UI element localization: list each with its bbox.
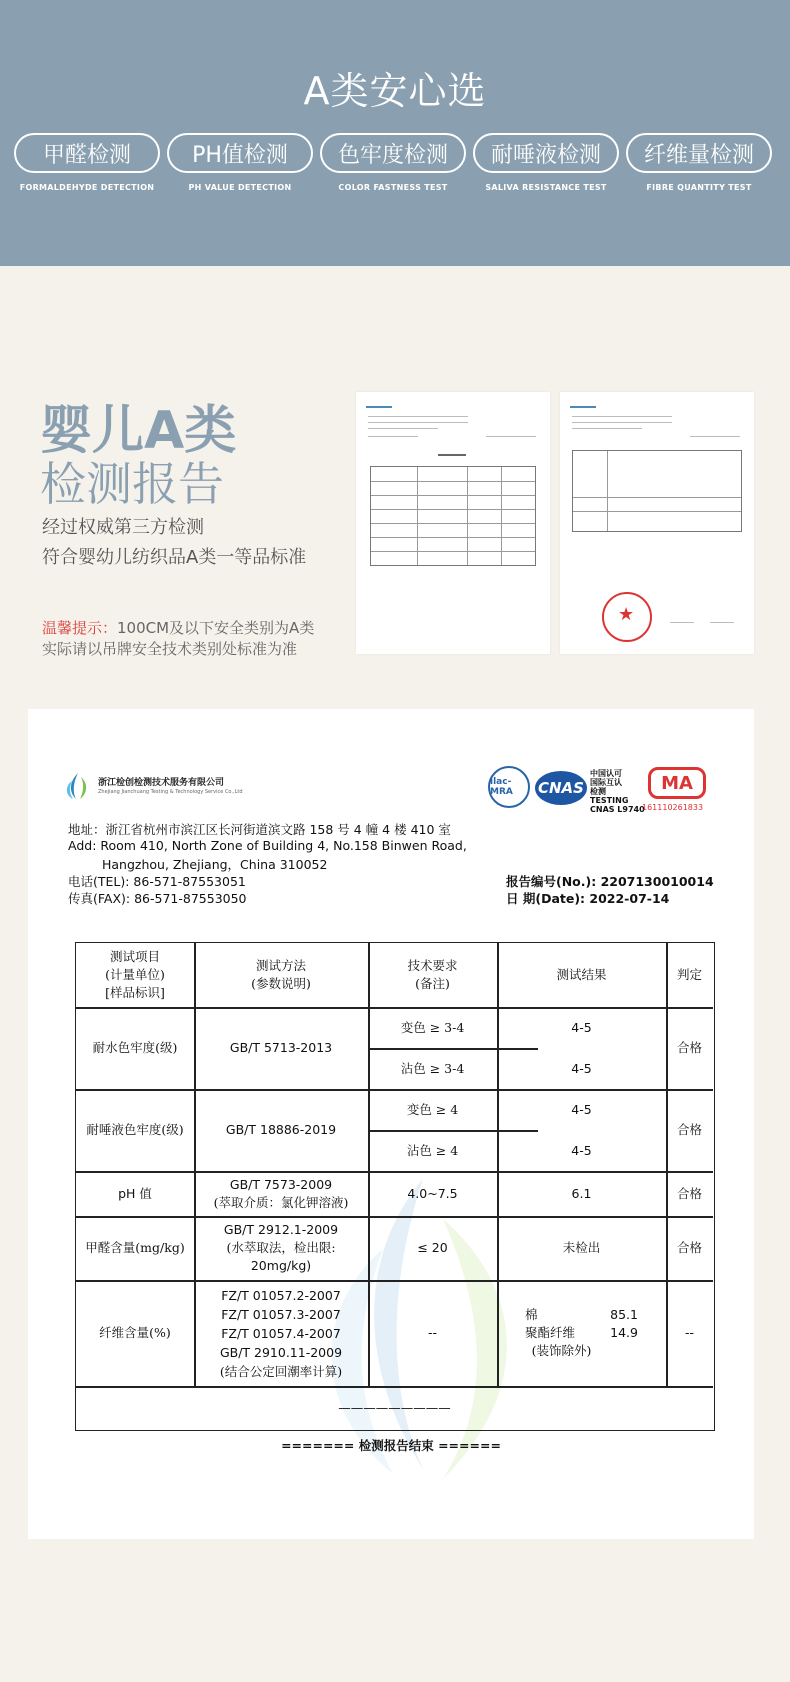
method-line: GB/T 7573-2009 <box>229 1176 333 1192</box>
tel: 电话(TEL): 86-571-87553051 <box>68 874 246 889</box>
pill-label: 纤维量检测 <box>626 133 772 173</box>
method-line: FZ/T 01057.2-2007 <box>221 1287 341 1303</box>
pill-formaldehyde <box>14 133 160 192</box>
intro-desc-1: 经过权威第三方检测 <box>42 517 204 538</box>
pill-label: 色牢度检测 <box>320 133 466 173</box>
row2-method: GB/T 18886-2019 <box>225 1122 337 1137</box>
cnas-line: 检测 <box>590 787 606 796</box>
report-number: 报告编号(No.): 2207130010014 <box>506 874 714 889</box>
row1-result-a: 4-5 <box>571 1019 592 1035</box>
pill-sublabel: SALIVA RESISTANCE TEST <box>485 183 607 192</box>
fibre-row <box>497 1306 666 1324</box>
row2-item: 耐唾液色牢度(级) <box>86 1122 184 1137</box>
cnas-line: 国际互认 <box>590 778 622 787</box>
row1-method: GB/T 5713-2013 <box>229 1040 333 1055</box>
report-thumbnail-1 <box>356 392 550 654</box>
header-text: (参数说明) <box>251 976 311 991</box>
row4-method <box>194 1216 368 1280</box>
pill-saliva <box>473 133 619 192</box>
pill-sublabel: FIBRE QUANTITY TEST <box>646 183 752 192</box>
row1-judgement: 合格 <box>676 1040 702 1055</box>
row1-req-a: 变色 ≥ 3-4 <box>400 1019 465 1035</box>
header-text: (计量单位) <box>105 967 165 982</box>
address-cn: 地址：浙江省杭州市滨江区长河街道滨文路 158 号 4 幢 4 楼 410 室 <box>68 822 451 837</box>
cnas-line: CNAS L9740 <box>590 805 645 814</box>
fax: 传真(FAX): 86-571-87553050 <box>68 891 247 906</box>
pill-fibre <box>626 133 772 192</box>
row5-judgement: -- <box>684 1325 695 1340</box>
row4-requirement: ≤ 20 <box>417 1240 448 1255</box>
row4-item: 甲醛含量(mg/kg) <box>85 1240 185 1255</box>
row1-item: 耐水色牢度(级) <box>92 1040 178 1055</box>
results-table <box>75 942 715 1431</box>
company-name: 浙江检创检测技术服务有限公司 <box>98 778 225 788</box>
row4-result: 未检出 <box>562 1240 601 1255</box>
seal-icon <box>602 592 652 642</box>
method-line: (水萃取法，检出限: <box>226 1240 336 1255</box>
cnas-text <box>590 769 645 814</box>
ilac-mra-logo: ilac-MRA <box>488 766 530 808</box>
row2-result-a: 4-5 <box>571 1101 592 1117</box>
row5-result <box>497 1280 666 1386</box>
row3-requirement: 4.0~7.5 <box>407 1185 458 1201</box>
intro-title-line1: 婴儿A类 <box>40 401 237 461</box>
warn-text-1: 100CM及以下安全类别为A类 <box>117 619 315 637</box>
cnas-line: TESTING <box>590 796 629 805</box>
header-method <box>194 943 368 1007</box>
row3-method <box>194 1171 368 1216</box>
row4-judgement: 合格 <box>676 1240 702 1255</box>
report-date: 日 期(Date): 2022-07-14 <box>506 891 670 906</box>
pill-label: PH值检测 <box>167 133 313 173</box>
warn-line-1 <box>42 617 314 638</box>
address-en-1: Add: Room 410, North Zone of Building 4, No.158 Binwen Road, <box>68 838 467 853</box>
method-line: (结合公定回潮率计算) <box>219 1363 343 1379</box>
row5-requirement: -- <box>427 1325 438 1340</box>
company-logo-icon <box>62 771 92 801</box>
pill-sublabel: COLOR FASTNESS TEST <box>338 183 448 192</box>
method-line: FZ/T 01057.3-2007 <box>221 1306 341 1322</box>
row1-req-b: 沾色 ≥ 3-4 <box>400 1060 465 1076</box>
fibre-value: 14.9 <box>610 1325 638 1340</box>
cma-logo: MA <box>648 767 706 799</box>
row1-result-b: 4-5 <box>571 1060 592 1076</box>
banner-title: A类安心选 <box>303 69 487 113</box>
row3-judgement: 合格 <box>676 1185 702 1201</box>
fibre-name: 聚酯纤维 <box>525 1325 576 1340</box>
method-line: (萃取介质：氯化钾溶液) <box>213 1194 349 1210</box>
header-text: 测试方法 <box>255 958 306 973</box>
row5-item: 纤维含量(%) <box>99 1325 171 1340</box>
header-text: 技术要求 <box>407 958 458 973</box>
header-text: [样品标识] <box>105 985 165 1000</box>
row3-result: 6.1 <box>571 1185 592 1201</box>
warn-line-2: 实际请以吊牌安全技术类别处标准为准 <box>42 640 298 658</box>
intro-desc-2: 符合婴幼儿纺织品A类一等品标准 <box>42 547 307 568</box>
fibre-row <box>497 1324 666 1342</box>
cma-number: 161110261833 <box>642 803 704 812</box>
row2-req-a: 变色 ≥ 4 <box>406 1101 459 1117</box>
row5-method <box>194 1280 368 1386</box>
cnas-line: 中国认可 <box>590 769 622 778</box>
pill-sublabel: FORMALDEHYDE DETECTION <box>19 183 155 192</box>
row2-judgement: 合格 <box>676 1122 702 1137</box>
header-requirement <box>368 943 497 1007</box>
pill-sublabel: PH VALUE DETECTION <box>188 183 292 192</box>
report-end: ======= 检测报告结束 ====== <box>281 1438 501 1453</box>
company-name-en: Zhejiang Jianchuang Testing & Technology Service Co.,Ltd <box>98 789 243 795</box>
test-report <box>28 709 754 1539</box>
pill-label: 甲醛检测 <box>14 133 160 173</box>
header-text: 测试项目 <box>109 949 160 964</box>
thumb-table <box>572 450 742 532</box>
warn-label: 温馨提示： <box>42 619 118 637</box>
method-line: 20mg/kg) <box>250 1258 312 1273</box>
header-item <box>76 943 194 1007</box>
method-line: GB/T 2912.1-2009 <box>223 1222 339 1237</box>
cnas-logo: CNAS <box>535 771 587 805</box>
fibre-note: (装饰除外) <box>531 1343 592 1358</box>
header-text: (备注) <box>415 976 450 991</box>
header-result: 测试结果 <box>556 967 607 982</box>
blank-row: ————————— <box>338 1400 451 1415</box>
fibre-value: 85.1 <box>610 1307 638 1322</box>
method-line: GB/T 2910.11-2009 <box>219 1344 343 1360</box>
row2-req-b: 沾色 ≥ 4 <box>406 1142 459 1158</box>
address-en-2: Hangzhou, Zhejiang，China 310052 <box>102 857 328 872</box>
row2-result-b: 4-5 <box>571 1142 592 1158</box>
method-line: FZ/T 01057.4-2007 <box>221 1325 341 1341</box>
report-thumbnail-2 <box>560 392 754 654</box>
test-pills <box>14 133 776 193</box>
pill-color-fastness <box>320 133 466 192</box>
row3-item: pH 值 <box>118 1185 152 1201</box>
intro-title-line2: 检测报告 <box>40 457 224 511</box>
thumb-table <box>370 466 536 566</box>
fibre-name: 棉 <box>525 1307 538 1322</box>
header-judgement: 判定 <box>676 967 702 982</box>
pill-label: 耐唾液检测 <box>473 133 619 173</box>
top-banner <box>0 0 790 266</box>
pill-ph <box>167 133 313 192</box>
